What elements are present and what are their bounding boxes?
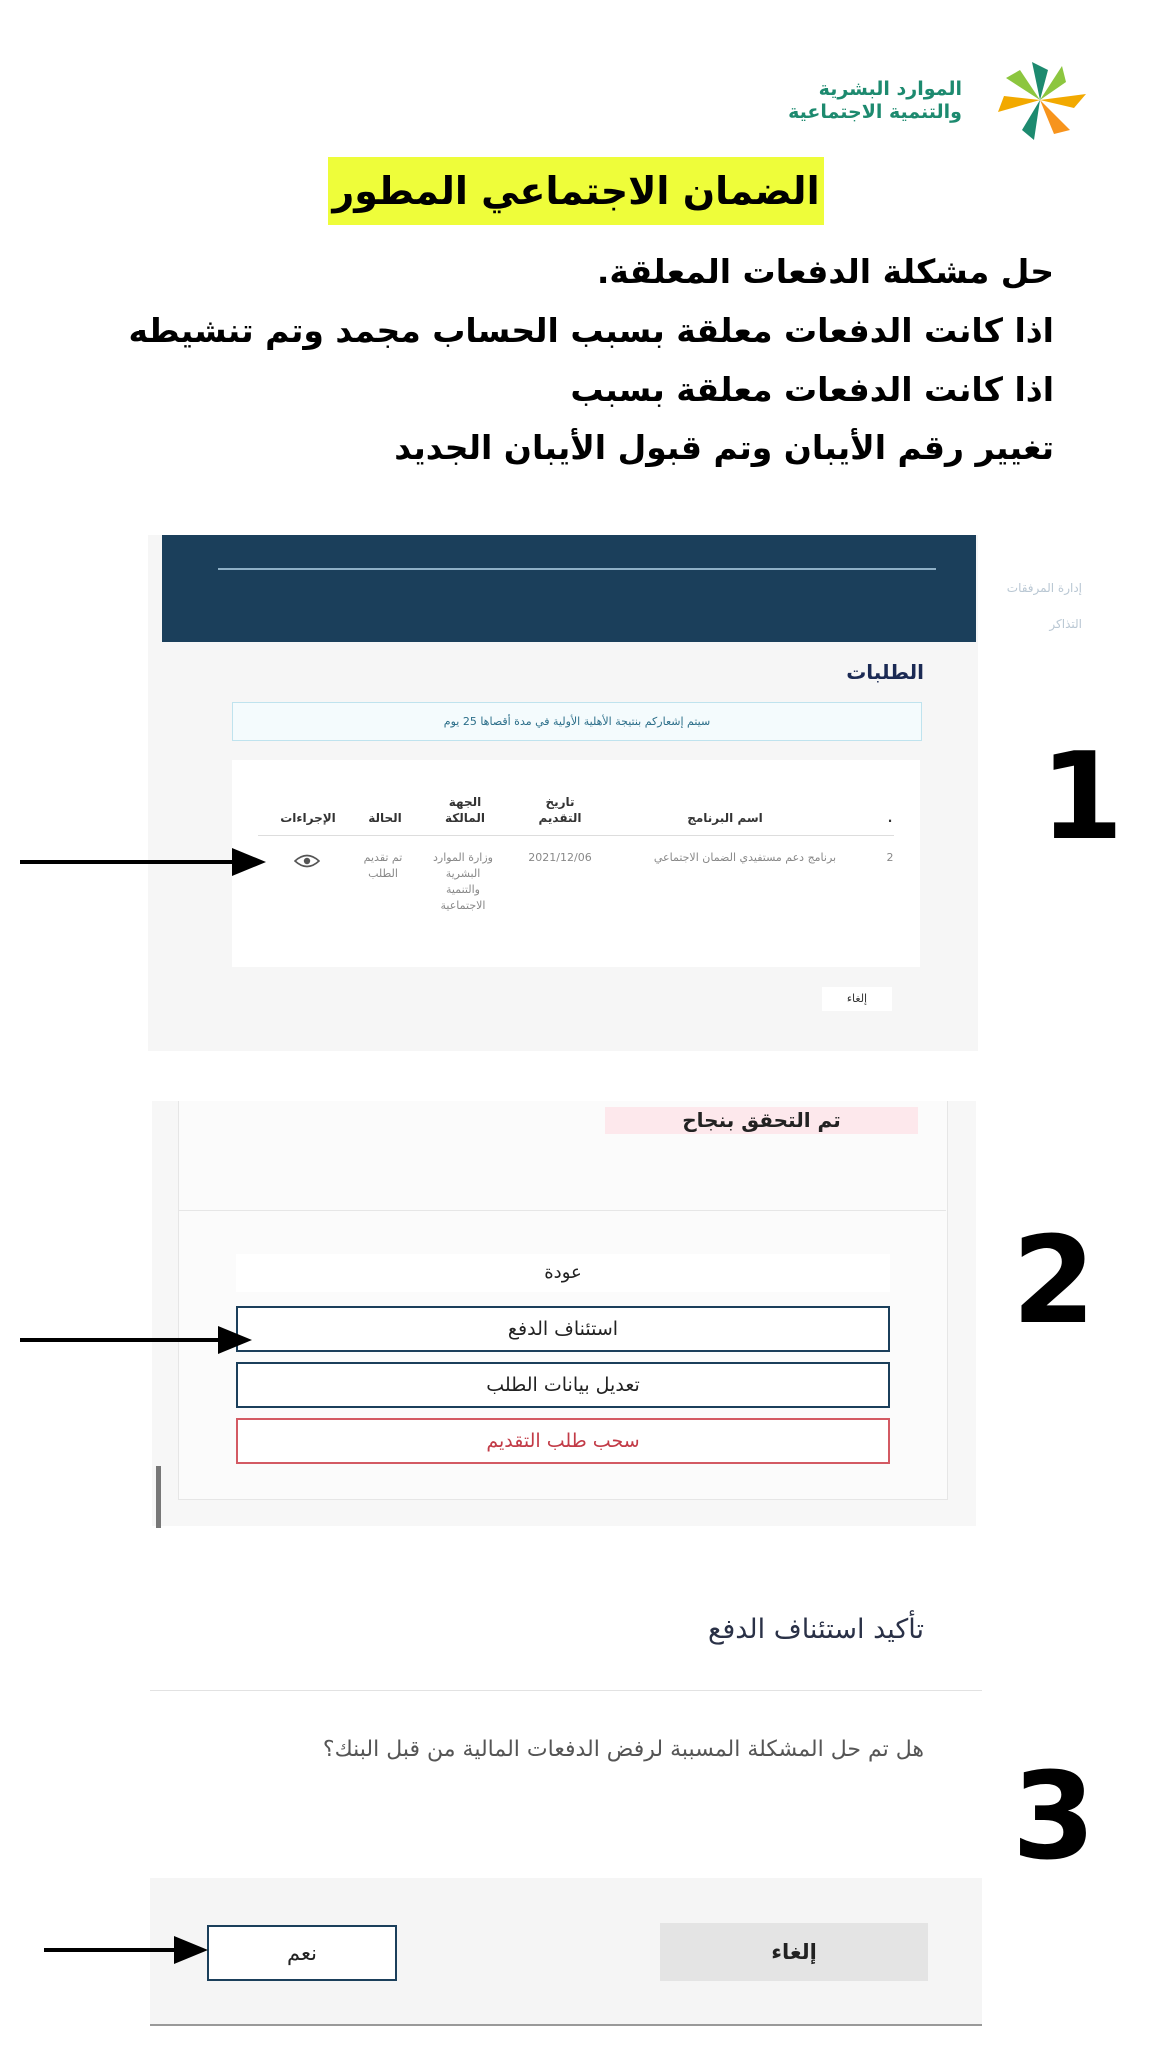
ministry-logo-icon <box>985 55 1095 145</box>
arrow-3-head-icon <box>174 1936 208 1964</box>
dialog-divider <box>150 1690 982 1691</box>
row-index: 2 <box>886 851 894 864</box>
step-number-1: 1 <box>1040 728 1124 867</box>
table-header-status: الحالة <box>368 811 402 825</box>
arrow-1-shaft <box>20 860 240 864</box>
verified-success-banner: تم التحقق بنجاح <box>605 1107 918 1134</box>
arrow-1-head-icon <box>232 848 266 876</box>
table-divider <box>258 835 894 836</box>
back-button[interactable]: عودة <box>236 1254 890 1292</box>
instruction-line-1: حل مشكلة الدفعات المعلقة. <box>596 252 1054 291</box>
cancel-request-button[interactable]: إلغاء <box>822 987 892 1011</box>
logo-line-1: الموارد البشرية <box>818 78 962 100</box>
step-number-2: 2 <box>1012 1212 1096 1351</box>
row-program: برنامج دعم مستفيدي الضمان الاجتماعي <box>653 851 837 864</box>
view-eye-icon[interactable] <box>294 853 320 869</box>
edit-request-button[interactable]: تعديل بيانات الطلب <box>236 1362 890 1408</box>
instruction-line-2: اذا كانت الدفعات معلقة بسبب الحساب مجمد وتم تنشيطه <box>128 311 1054 350</box>
withdraw-application-button[interactable]: سحب طلب التقديم <box>236 1418 890 1464</box>
table-header-actions: الإجراءات <box>280 811 336 825</box>
confirm-question: هل تم حل المشكلة المسببة لرفض الدفعات المالية من قبل البنك؟ <box>322 1737 924 1762</box>
ministry-logo-text <box>702 78 962 124</box>
table-header-index: . <box>887 811 893 825</box>
requests-heading: الطلبات <box>846 660 924 684</box>
step-number-3: 3 <box>1012 1748 1096 1887</box>
cancel-button[interactable]: إلغاء <box>660 1923 928 1981</box>
logo-line-2: والتنمية الاجتماعية <box>788 101 962 123</box>
row-date: 2021/12/06 <box>528 851 592 864</box>
arrow-2-shaft <box>20 1338 230 1342</box>
table-header-owner: الجهة المالكة <box>445 795 485 825</box>
dialog-bottom-border <box>150 2024 982 2026</box>
row-status: تم تقديم الطلب <box>363 851 403 880</box>
arrow-2-head-icon <box>218 1326 252 1354</box>
eligibility-notice: سيتم إشعاركم بنتيجة الأهلية الأولية في مدة أقصاها 25 يوم <box>232 702 922 741</box>
card-divider <box>178 1210 946 1211</box>
yes-button[interactable]: نعم <box>207 1925 397 1981</box>
requests-nav <box>162 535 976 642</box>
nav-item-attachments[interactable]: إدارة المرفقات <box>1006 581 1082 595</box>
row-owner: وزارة الموارد البشرية والتنمية الاجتماعية <box>433 851 493 912</box>
nav-active-underline <box>218 568 936 570</box>
table-header-date: تاريخ التقديم <box>538 795 582 825</box>
instruction-line-4: تغيير رقم الأيبان وتم قبول الأيبان الجديد <box>394 428 1054 467</box>
nav-item-requests[interactable]: الطلبات <box>1042 545 1082 559</box>
resume-payment-button[interactable]: استئناف الدفع <box>236 1306 890 1352</box>
arrow-3-shaft <box>44 1948 184 1952</box>
table-header-program: اسم البرنامج <box>687 811 763 825</box>
page-title: الضمان الاجتماعي المطور <box>328 157 824 225</box>
instruction-line-3: اذا كانت الدفعات معلقة بسبب <box>570 370 1054 409</box>
confirm-dialog-title: تأكيد استئناف الدفع <box>707 1614 924 1645</box>
scrollbar[interactable] <box>156 1466 161 1528</box>
nav-item-tickets[interactable]: التذاكر <box>1049 617 1082 631</box>
